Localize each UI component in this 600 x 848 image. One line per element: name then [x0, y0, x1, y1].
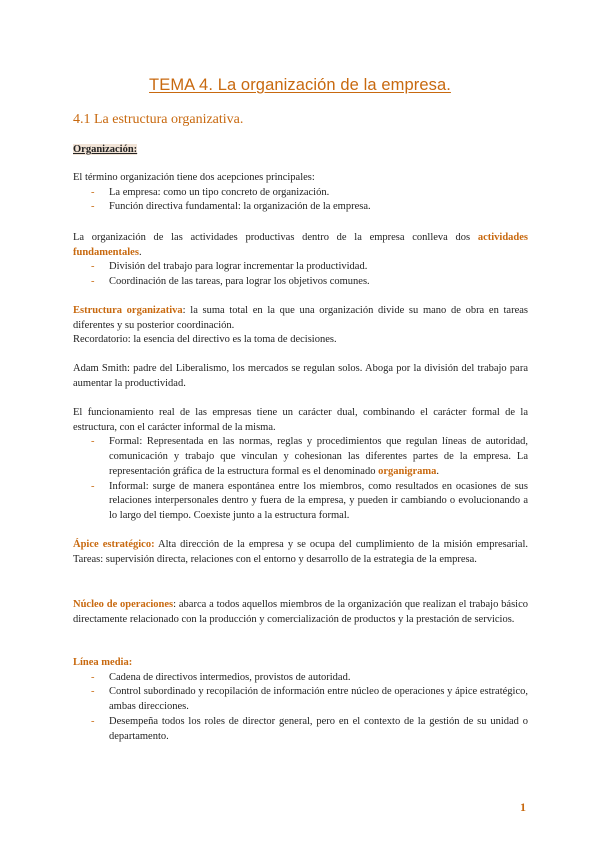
smith-paragraph: Adam Smith: padre del Liberalismo, los mercados se regulan solos. Aboga por la división del trabajo para aumentar la productividad.: [73, 363, 528, 389]
linea-block: [73, 656, 528, 744]
section-heading: 4.1 La estructura organizativa.: [73, 112, 244, 127]
list-item: - Coordinación de las tareas, para lograr los objetivos comunes.: [91, 275, 528, 290]
organizacion-heading-block: [73, 143, 528, 158]
funcionamiento-block: [73, 406, 528, 524]
formal-text: Formal: Representada en las normas, reglas y procedimientos que regulan líneas de autoridad, comunicación y trabajo que vinculan y cohesionan las diferentes partes de la empresa. La representación gráfica de la estructura formal es el denominado: [109, 436, 528, 477]
nucleo-text: : abarca a todos aquellos miembros de la organización que realizan el trabajo básico directamente relacionado con la producción y comercialización de productos y la prestación de servicios.: [73, 599, 528, 625]
list-item: - La empresa: como un tipo concreto de organización.: [91, 186, 528, 201]
estructura-term: Estructura organizativa: [73, 305, 183, 316]
actividades-list: [73, 260, 528, 289]
linea-list: [73, 671, 528, 745]
organigrama-term: organigrama: [378, 465, 437, 477]
estructura-reminder: Recordatorio: la esencia del directivo es la toma de decisiones.: [73, 334, 337, 346]
list-item: - Cadena de directivos intermedios, provistos de autoridad.: [91, 671, 528, 686]
actividades-end: .: [138, 246, 142, 258]
list-item: - Control subordinado y recopilación de información entre núcleo de operaciones y ápice estratégico, ambas direcciones.: [91, 685, 528, 714]
organizacion-block: [73, 171, 528, 215]
estructura-block: [73, 304, 528, 348]
estructura-text: : la suma total en la que una organización divide su mano de obra en tareas diferentes y su posterior coordinación.: [73, 305, 528, 331]
list-item: - Función directiva fundamental: la organización de la empresa.: [91, 200, 528, 215]
estructura-paragraph: [73, 304, 528, 333]
nucleo-paragraph: [73, 598, 528, 627]
list-item-formal: [91, 435, 528, 479]
organizacion-heading: Organización:: [73, 144, 138, 155]
apice-paragraph: [73, 538, 528, 567]
apice-text: Alta dirección de la empresa y se ocupa del cumplimiento de la misión empresarial. Tareas: supervisión directa, relaciones con el entorno y desarrollo de la estrategia de la empresa.: [73, 539, 528, 565]
list-item: - Desempeña todos los roles de director general, pero en el contexto de la gestión de su unidad o departamento.: [91, 715, 528, 744]
linea-heading: Línea media:: [73, 657, 133, 668]
actividades-text: La organización de las actividades productivas dentro de la empresa conlleva dos: [73, 232, 478, 243]
organizacion-list: [73, 186, 528, 215]
apice-term: Ápice estratégico:: [73, 539, 155, 550]
funcionamiento-list: [73, 435, 528, 523]
formal-end: .: [436, 465, 440, 477]
page-title: TEMA 4. La organización de la empresa.: [149, 76, 451, 94]
funcionamiento-text: El funcionamiento real de las empresas tiene un carácter dual, combinando el carácter formal de la estructura, con el carácter informal de la misma.: [73, 407, 528, 433]
list-item: - División del trabajo para lograr incrementar la productividad.: [91, 260, 528, 275]
actividades-highlight: actividades fundamentales: [73, 232, 528, 258]
list-item-informal: - Informal: surge de manera espontánea entre los miembros, como resultados en ocasiones de sus relaciones interpersonales dentro y fuera de la empresa, y pueden ir cambiando o evolucionando a lo largo del tiempo. Coexiste junto a la estructura formal.: [91, 480, 528, 524]
page-number: 1: [520, 800, 526, 814]
organizacion-intro: El término organización tiene dos acepciones principales:: [73, 172, 315, 183]
actividades-paragraph: [73, 231, 528, 260]
nucleo-term: Núcleo de operaciones: [73, 599, 174, 610]
actividades-block: [73, 231, 528, 290]
